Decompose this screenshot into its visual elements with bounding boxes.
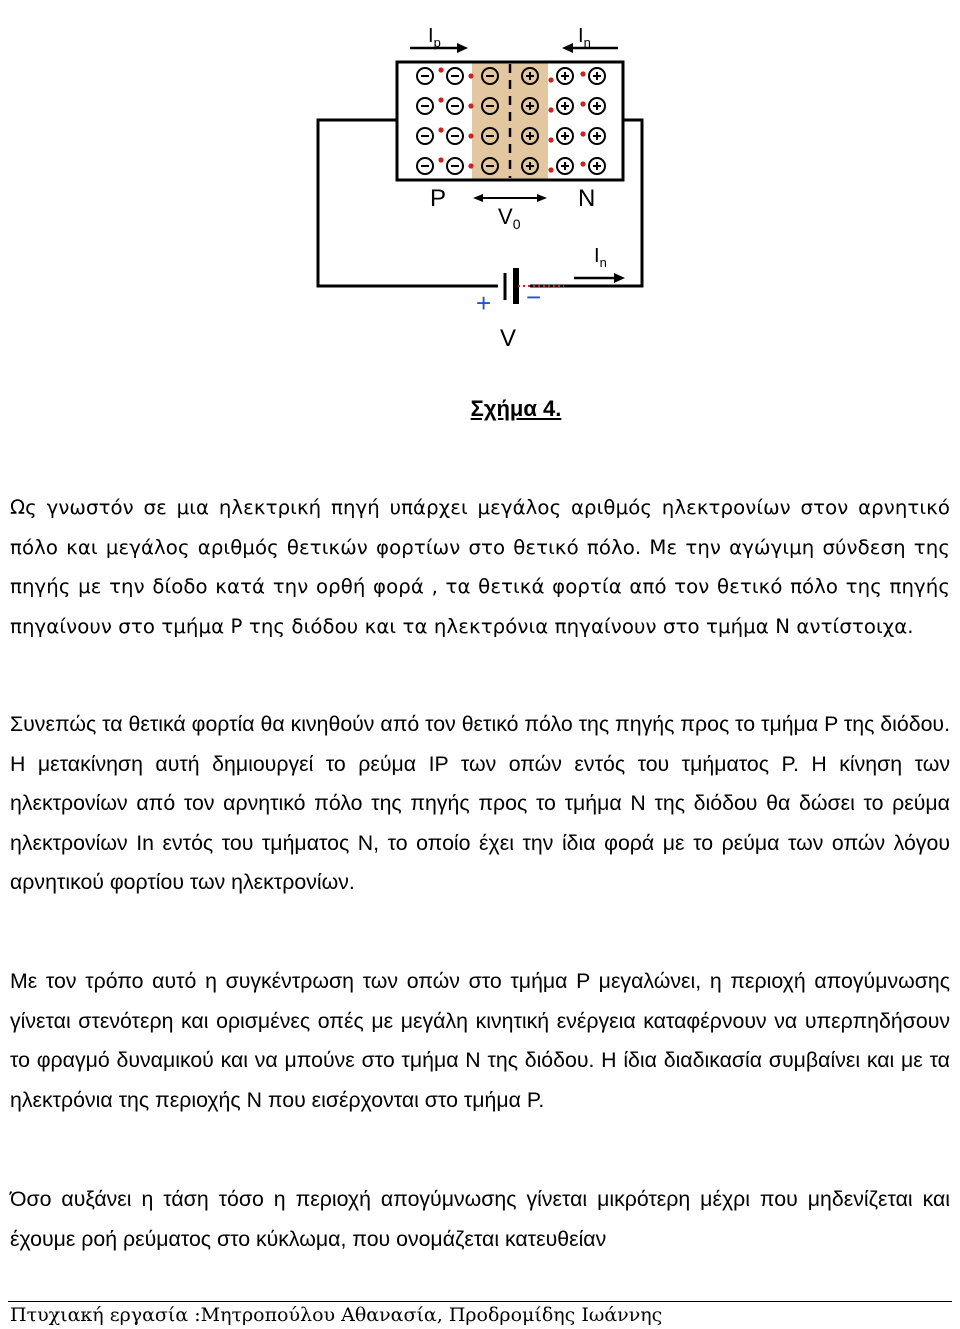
n-region-electron: [580, 101, 585, 106]
paragraph-4: Όσο αυξάνει η τάση τόσο η περιοχή απογύμνωσης γίνεται μικρότερη μέχρι που μηδενίζεται και έχουμε ροή ρεύματος στο κύκλωμα, που ονομάζεται κατευθείαν: [10, 1187, 950, 1251]
p-region-acceptor-ion: [447, 158, 463, 174]
n-region-electron: [548, 137, 553, 142]
in-top-label-sub: n: [583, 35, 591, 50]
p-region-hole: [468, 163, 473, 168]
p-region-acceptor-ion: [447, 128, 463, 144]
n-region-donor-ion: [557, 158, 573, 174]
n-region-electron: [548, 77, 553, 82]
p-region-hole: [438, 67, 443, 72]
v0-label-sub: 0: [512, 216, 521, 232]
n-region-donor-ion: [557, 68, 573, 84]
ip-label-sub: p: [433, 35, 441, 50]
circuit-wire-left: [318, 120, 498, 286]
p-region-hole: [438, 157, 443, 162]
v0-arrow-right-head: [537, 194, 547, 202]
pn-junction-diagram: [300, 28, 660, 358]
n-region-electron: [548, 107, 553, 112]
v0-label: $V_0$: [498, 204, 521, 232]
in-bottom-label-sub: n: [599, 255, 607, 270]
n-region-electron: [580, 131, 585, 136]
p-region-acceptor-ion: [417, 128, 433, 144]
p-region-acceptor-ion: [417, 68, 433, 84]
n-region-electron: [580, 161, 585, 166]
battery-plus-label: +: [476, 288, 492, 318]
paragraph-2: Συνεπώς τα θετικά φορτία θα κινηθούν από τον θετικό πόλο της πηγής προς το τμήμα P της διόδου. Η μετακίνηση αυτή δημιουργεί το ρεύμα IP των οπών εντός του τμήματος P. Η κίνηση των ηλεκτρονίων από τον αρνητικό πόλο της πηγής προς το τμήμα N της διόδου θα δώσει το ρεύμα ηλεκτρονίων In εντός του τμήματος N, το οποίο έχει την ίδια φορά με το ρεύμα των οπών λόγου αρνητικού φορτίου των ηλεκτρονίων.: [10, 712, 950, 894]
p-region-hole: [468, 73, 473, 78]
pn-junction-svg: [300, 28, 660, 358]
p-region-hole: [438, 97, 443, 102]
p-region-hole: [468, 103, 473, 108]
voltage-label: V: [500, 325, 517, 352]
figure-caption: Σχήμα 4.: [470, 396, 562, 421]
p-region-hole: [438, 127, 443, 132]
p-region-acceptor-ion: [447, 98, 463, 114]
p-region-acceptor-ion: [447, 68, 463, 84]
n-region-label: N: [578, 185, 596, 212]
battery-minus-label: −: [526, 282, 542, 312]
footer-text: Πτυχιακή εργασία :Μητροπούλου Αθανασία, Προδρομίδης Ιωάννης: [10, 1304, 663, 1326]
in-bottom-arrow-head: [614, 273, 625, 283]
paragraph-3: Με τον τρόπο αυτό η συγκέντρωση των οπών στο τμήμα P μεγαλώνει, η περιοχή απογύμνωσης γίνεται στενότερη και ορισμένες οπές με μεγάλη κινητική ενέργεια καταφέρνουν να υπερπηδήσουν το φραγμό δυναμικού και να μπούνε στο τμήμα N της διόδου. Η ίδια διαδικασία συμβαίνει και με τα ηλεκτρόνια της περιοχής N που εισέρχονται στο τμήμα P.: [10, 969, 950, 1112]
in-top-arrow-head: [562, 43, 573, 53]
n-region-donor-ion: [589, 158, 605, 174]
p-region-label: P: [430, 185, 447, 212]
n-region-electron: [548, 167, 553, 172]
p-region-acceptor-ion: [417, 158, 433, 174]
ip-label: $I_p$: [428, 28, 441, 50]
n-region-electron: [580, 71, 585, 76]
p-region-acceptor-ion: [417, 98, 433, 114]
in-top-label: $I_n$: [578, 28, 591, 50]
v0-arrow-left-head: [473, 194, 483, 202]
n-region-donor-ion: [557, 128, 573, 144]
n-region-donor-ion: [557, 98, 573, 114]
paragraph-1: Ως γνωστόν σε μια ηλεκτρική πηγή υπάρχει μεγάλος αριθμός ηλεκτρονίων στον αρνητικό πόλο και μεγάλος αριθμός θετικών φορτίων στο θετικό πόλο. Με την αγώγιμη σύνδεση της πηγής με την δίοδο κατά την ορθή φορά , τα θετικά φορτία από τον θετικό πόλο της πηγής πηγαίνουν στο τμήμα P της διόδου και τα ηλεκτρόνια πηγαίνουν στο τμήμα N αντίστοιχα.: [10, 496, 950, 638]
p-region-hole: [468, 133, 473, 138]
n-region-donor-ion: [589, 128, 605, 144]
n-region-donor-ion: [589, 98, 605, 114]
in-bottom-label: $I_n$: [594, 245, 607, 270]
n-region-donor-ion: [589, 68, 605, 84]
ip-arrow-head: [457, 43, 468, 53]
